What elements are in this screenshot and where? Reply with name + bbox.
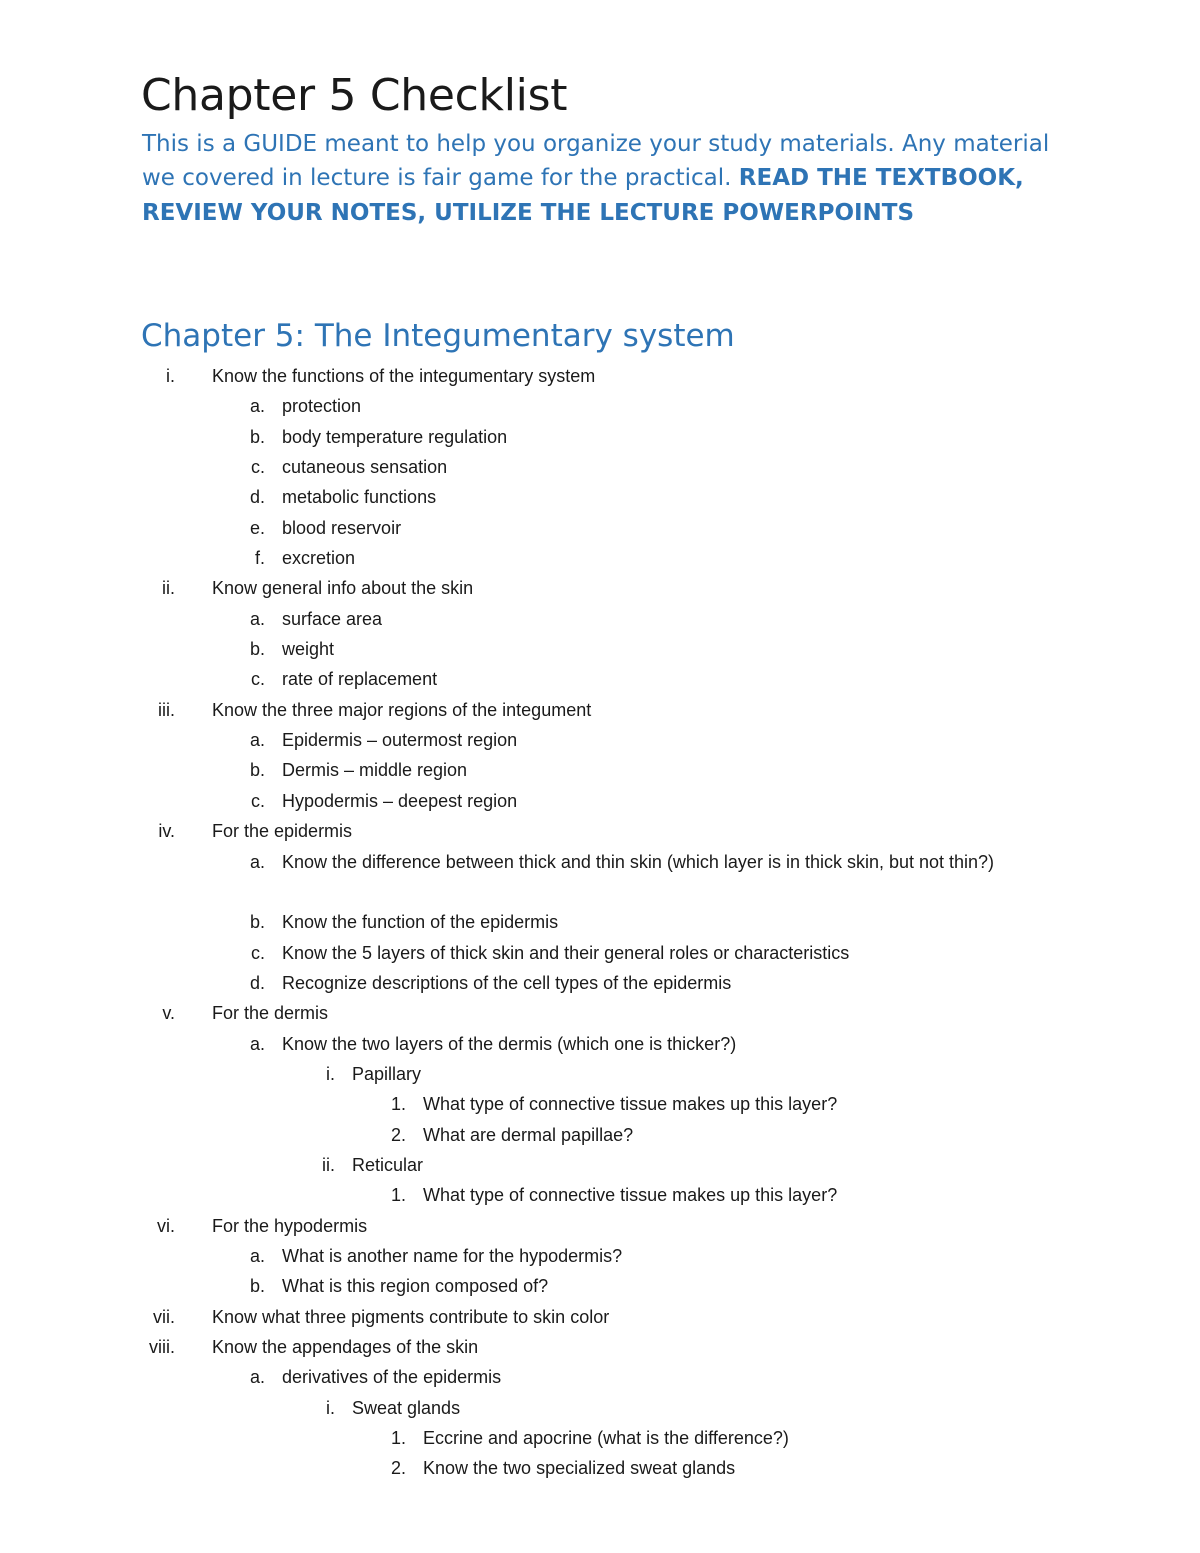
outline-item-marker: a. <box>249 1367 265 1388</box>
outline-item-text: Sweat glands <box>352 1397 461 1418</box>
intro-paragraph <box>142 127 1062 230</box>
checklist-outline <box>0 361 1200 1484</box>
outline-item-level-2 <box>0 847 1200 908</box>
outline-item-text: Recognize descriptions of the cell types of the epidermis <box>282 972 732 993</box>
outline-item-level-1 <box>0 695 1200 725</box>
outline-item-level-4 <box>0 1120 1200 1150</box>
outline-item-level-2 <box>0 1362 1200 1392</box>
outline-item-text: blood reservoir <box>282 517 402 538</box>
outline-item-text: Know the two specialized sweat glands <box>423 1458 736 1479</box>
outline-item-marker: viii. <box>149 1337 175 1357</box>
outline-item-level-1 <box>0 1211 1200 1241</box>
outline-item-text: For the dermis <box>212 1003 329 1024</box>
outline-item-marker: 2. <box>390 1124 406 1145</box>
outline-item-level-3 <box>0 1393 1200 1423</box>
outline-item-level-2 <box>0 786 1200 816</box>
outline-item-text: What type of connective tissue makes up this layer? <box>423 1185 838 1206</box>
outline-item-text: What are dermal papillae? <box>423 1124 634 1145</box>
page-title: Chapter 5 Checklist <box>141 70 568 121</box>
outline-item-marker: a. <box>249 1245 265 1266</box>
outline-item-level-1 <box>0 816 1200 846</box>
outline-item-marker: a. <box>249 608 265 629</box>
outline-item-text: body temperature regulation <box>282 426 508 447</box>
outline-item-marker: i. <box>326 1397 335 1418</box>
outline-item-level-2 <box>0 664 1200 694</box>
outline-item-text: metabolic functions <box>282 487 437 508</box>
outline-item-text: Dermis – middle region <box>282 760 468 781</box>
outline-item-marker: 2. <box>390 1458 406 1479</box>
outline-item-marker: ii. <box>162 578 175 599</box>
outline-item-text: excretion <box>282 548 356 569</box>
outline-item-text: For the epidermis <box>212 821 353 842</box>
outline-item-text: What is this region composed of? <box>282 1276 549 1297</box>
outline-item-level-2 <box>0 391 1200 421</box>
outline-item-marker: b. <box>249 639 265 660</box>
outline-item-level-4 <box>0 1453 1200 1483</box>
intro-plain-text: This is a GUIDE meant to help you organize your study materials. Any material we covered in lecture is fair game for the practical. <box>142 131 1050 192</box>
outline-item-marker: e. <box>249 517 265 538</box>
outline-item-level-2 <box>0 452 1200 482</box>
outline-item-level-2 <box>0 482 1200 512</box>
outline-item-marker: b. <box>249 426 265 447</box>
outline-item-text: derivatives of the epidermis <box>282 1367 502 1388</box>
outline-item-marker: b. <box>249 912 265 933</box>
outline-item-marker: d. <box>249 487 265 508</box>
outline-item-text: Know what three pigments contribute to skin color <box>212 1306 610 1327</box>
outline-item-text: Hypodermis – deepest region <box>282 790 518 811</box>
outline-item-level-1 <box>0 361 1200 391</box>
outline-item-level-4 <box>0 1089 1200 1119</box>
outline-item-marker: a. <box>249 730 265 751</box>
outline-item-level-2 <box>0 1029 1200 1059</box>
outline-item-marker: vi. <box>157 1215 175 1236</box>
outline-item-level-2 <box>0 422 1200 452</box>
outline-item-level-1 <box>0 998 1200 1028</box>
outline-item-marker: c. <box>250 457 265 478</box>
outline-item-text: Know the functions of the integumentary system <box>212 366 596 386</box>
outline-item-level-2 <box>0 725 1200 755</box>
outline-item-marker: a. <box>249 1033 265 1054</box>
outline-item-level-2 <box>0 1271 1200 1301</box>
outline-item-level-2 <box>0 1241 1200 1271</box>
outline-item-marker: d. <box>249 972 265 993</box>
outline-item-text: surface area <box>282 608 383 629</box>
outline-item-text: Know the difference between thick and thin skin (which layer is in thick skin, but not thin?) <box>282 851 995 872</box>
section-heading: Chapter 5: The Integumentary system <box>141 318 735 354</box>
outline-item-text: protection <box>282 396 362 417</box>
outline-item-marker: c. <box>250 669 265 690</box>
outline-item-level-2 <box>0 907 1200 937</box>
outline-item-marker: b. <box>249 1276 265 1297</box>
outline-item-marker: c. <box>250 790 265 811</box>
outline-item-level-1 <box>0 1332 1200 1362</box>
outline-item-text: Know the 5 layers of thick skin and their general roles or characteristics <box>282 942 850 963</box>
outline-item-text: Eccrine and apocrine (what is the difference?) <box>423 1428 789 1449</box>
outline-item-text: Know the two layers of the dermis (which one is thicker?) <box>282 1033 737 1054</box>
outline-item-marker: vii. <box>153 1306 175 1327</box>
outline-item-level-2 <box>0 968 1200 998</box>
outline-item-text: Know the function of the epidermis <box>282 912 559 933</box>
outline-item-text: Know the three major regions of the integument <box>212 699 592 720</box>
outline-item-marker: iii. <box>158 699 175 720</box>
outline-item-level-2 <box>0 938 1200 968</box>
outline-item-marker: c. <box>250 942 265 963</box>
outline-item-text: For the hypodermis <box>212 1215 368 1236</box>
outline-item-level-3 <box>0 1059 1200 1089</box>
outline-item-marker: 1. <box>390 1185 406 1206</box>
outline-item-marker: a. <box>249 396 265 417</box>
outline-item-level-2 <box>0 634 1200 664</box>
outline-item-text: What is another name for the hypodermis? <box>282 1245 623 1266</box>
outline-item-text: weight <box>282 639 335 660</box>
outline-item-marker: i. <box>166 366 175 386</box>
outline-item-marker: a. <box>249 851 265 872</box>
outline-item-text: cutaneous sensation <box>282 457 448 478</box>
outline-item-level-1 <box>0 1302 1200 1332</box>
outline-item-text: Know general info about the skin <box>212 578 474 599</box>
outline-item-level-3 <box>0 1150 1200 1180</box>
outline-item-text: Papillary <box>352 1063 422 1084</box>
outline-item-marker: b. <box>249 760 265 781</box>
outline-item-marker: v. <box>162 1003 175 1024</box>
outline-item-marker: ii. <box>322 1154 335 1175</box>
outline-item-level-2 <box>0 543 1200 573</box>
outline-item-marker: i. <box>326 1063 335 1084</box>
outline-item-text: Reticular <box>352 1154 424 1175</box>
outline-item-level-2 <box>0 755 1200 785</box>
outline-item-text: Know the appendages of the skin <box>212 1337 479 1357</box>
outline-item-level-2 <box>0 513 1200 543</box>
outline-item-level-2 <box>0 604 1200 634</box>
outline-item-level-1 <box>0 573 1200 603</box>
outline-item-text: What type of connective tissue makes up this layer? <box>423 1094 838 1115</box>
outline-item-text: Epidermis – outermost region <box>282 730 518 751</box>
intro-bold-text: READ THE TEXTBOOK, REVIEW YOUR NOTES, UTILIZE THE LECTURE POWERPOINTS <box>142 165 1024 226</box>
outline-item-marker: 1. <box>390 1428 406 1449</box>
outline-item-level-4 <box>0 1180 1200 1210</box>
outline-item-marker: f. <box>254 548 265 569</box>
outline-item-marker: iv. <box>158 821 175 842</box>
outline-item-text: rate of replacement <box>282 669 438 690</box>
outline-item-level-4 <box>0 1423 1200 1453</box>
outline-item-marker: 1. <box>390 1094 406 1115</box>
